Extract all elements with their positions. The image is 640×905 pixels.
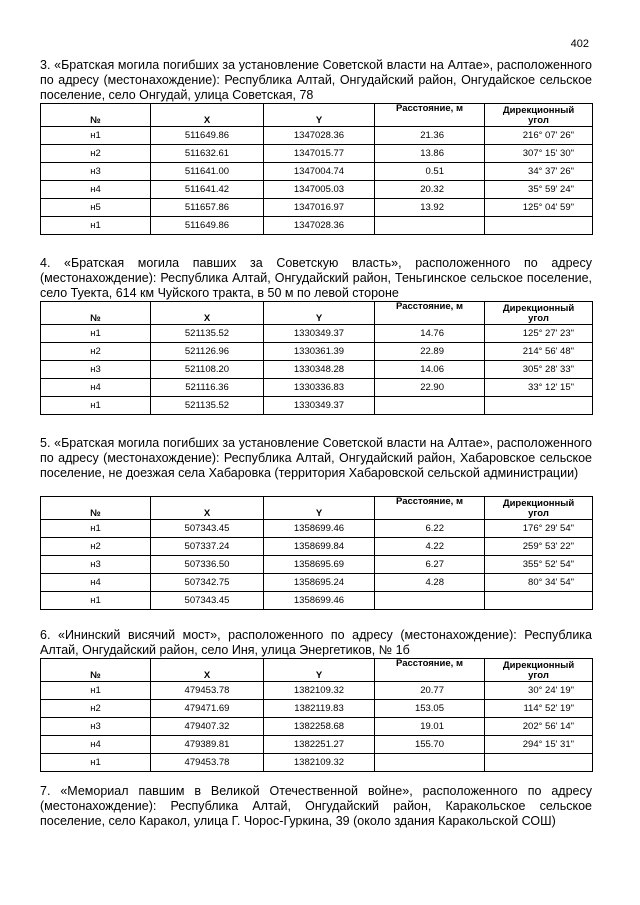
cell-distance <box>375 592 485 610</box>
cell-x: 521126.96 <box>151 343 264 361</box>
table-row <box>41 397 593 415</box>
cell-distance: 22.89 <box>375 343 485 361</box>
cell-y: 1382258.68 <box>264 718 375 736</box>
cell-x: 511657.86 <box>151 199 264 217</box>
header-num: № <box>41 497 151 520</box>
table-row <box>41 682 593 700</box>
cell-distance: 6.27 <box>375 556 485 574</box>
header-angle: Дирекционный угол <box>485 104 593 127</box>
cell-distance: 19.01 <box>375 718 485 736</box>
table-row <box>41 145 593 163</box>
table-row <box>41 556 593 574</box>
cell-y: 1347004.74 <box>264 163 375 181</box>
section-caption: 7. «Мемориал павшим в Великой Отечественной войне», расположенного по адресу (местонахождение): Республика Алтай, Онгудайский район, Каракольское сельское поселение, село Каракол, улица Г. Чорос-Гуркина, 39 (около здания Каракольской СОШ) <box>40 784 592 828</box>
cell-distance: 13.92 <box>375 199 485 217</box>
cell-distance <box>375 754 485 772</box>
header-y: Y <box>264 104 375 127</box>
table-row <box>41 592 593 610</box>
cell-distance: 4.22 <box>375 538 485 556</box>
cell-point-number: н1 <box>41 127 151 145</box>
header-x: X <box>151 302 264 325</box>
cell-x: 479389.81 <box>151 736 264 754</box>
cell-point-number: н1 <box>41 754 151 772</box>
cell-x: 507336.50 <box>151 556 264 574</box>
cell-y: 1347015.77 <box>264 145 375 163</box>
header-distance: Расстояние, м <box>375 104 485 127</box>
cell-y: 1330349.37 <box>264 325 375 343</box>
cell-point-number: н3 <box>41 556 151 574</box>
cell-distance: 20.32 <box>375 181 485 199</box>
cell-x: 521135.52 <box>151 325 264 343</box>
cell-distance: 13.86 <box>375 145 485 163</box>
cell-x: 511632.61 <box>151 145 264 163</box>
cell-x: 479407.32 <box>151 718 264 736</box>
cell-y: 1330348.28 <box>264 361 375 379</box>
cell-distance: 153.05 <box>375 700 485 718</box>
document-section <box>40 256 592 415</box>
cell-point-number: н2 <box>41 538 151 556</box>
table-row <box>41 127 593 145</box>
cell-x: 521116.36 <box>151 379 264 397</box>
header-angle: Дирекционный угол <box>485 497 593 520</box>
cell-angle <box>485 217 593 235</box>
cell-point-number: н1 <box>41 217 151 235</box>
cell-point-number: н4 <box>41 736 151 754</box>
cell-angle <box>485 397 593 415</box>
cell-x: 507337.24 <box>151 538 264 556</box>
cell-angle: 114° 52' 19" <box>485 700 593 718</box>
header-angle: Дирекционный угол <box>485 659 593 682</box>
cell-distance: 14.76 <box>375 325 485 343</box>
cell-angle: 125° 04' 59" <box>485 199 593 217</box>
cell-y: 1347028.36 <box>264 217 375 235</box>
cell-y: 1358695.69 <box>264 556 375 574</box>
cell-x: 511649.86 <box>151 127 264 145</box>
cell-distance: 14.06 <box>375 361 485 379</box>
cell-angle: 202° 56' 14" <box>485 718 593 736</box>
cell-point-number: н4 <box>41 181 151 199</box>
cell-x: 507343.45 <box>151 520 264 538</box>
table-row <box>41 343 593 361</box>
cell-point-number: н3 <box>41 163 151 181</box>
coordinates-table <box>40 301 593 415</box>
table-row <box>41 700 593 718</box>
section-caption: 6. «Ининский висячий мост», расположенного по адресу (местонахождение): Республика Алтай, Онгудайский район, село Иня, улица Энергетиков, № 1б <box>40 628 592 657</box>
cell-x: 511649.86 <box>151 217 264 235</box>
cell-angle: 176° 29' 54" <box>485 520 593 538</box>
cell-angle: 30° 24' 19" <box>485 682 593 700</box>
cell-distance: 155.70 <box>375 736 485 754</box>
cell-angle: 34° 37' 26" <box>485 163 593 181</box>
section-caption: 3. «Братская могила погибших за установление Советской власти на Алтае», расположенного по адресу (местонахождение): Республика Алтай, Онгудайский район, Онгудайское сельское поселение, село Онгудай, улица Советская, 78 <box>40 58 592 102</box>
coordinates-table <box>40 103 593 235</box>
cell-angle: 294° 15' 31" <box>485 736 593 754</box>
cell-point-number: н4 <box>41 379 151 397</box>
coordinates-table <box>40 658 593 772</box>
header-y: Y <box>264 497 375 520</box>
cell-x: 507342.75 <box>151 574 264 592</box>
cell-x: 511641.42 <box>151 181 264 199</box>
header-x: X <box>151 659 264 682</box>
coordinates-table <box>40 496 593 610</box>
table-row <box>41 181 593 199</box>
cell-y: 1358699.46 <box>264 520 375 538</box>
cell-distance <box>375 217 485 235</box>
header-distance: Расстояние, м <box>375 497 485 520</box>
header-distance: Расстояние, м <box>375 302 485 325</box>
cell-point-number: н3 <box>41 361 151 379</box>
cell-x: 511641.00 <box>151 163 264 181</box>
header-x: X <box>151 497 264 520</box>
section-caption: 5. «Братская могила погибших за установление Советской власти на Алтае», расположенного по адресу (местонахождение): Республика Алтай, Онгудайский район, Хабаровское сельское поселение, не доезжая села Хабаровка (территория Хабаровской сельской администрации) <box>40 436 592 480</box>
header-y: Y <box>264 302 375 325</box>
cell-y: 1382251.27 <box>264 736 375 754</box>
section-caption: 4. «Братская могила павших за Советскую власть», расположенного по адресу (местонахождение): Республика Алтай, Онгудайский район, Теньгинское сельское поселение, село Туекта, 614 км Чуйского тракта, в 50 м по левой стороне <box>40 256 592 300</box>
table-row <box>41 217 593 235</box>
cell-angle <box>485 754 593 772</box>
cell-distance: 21.36 <box>375 127 485 145</box>
cell-angle: 125° 27' 23" <box>485 325 593 343</box>
header-angle: Дирекционный угол <box>485 302 593 325</box>
table-header-row <box>41 104 593 127</box>
table-row <box>41 574 593 592</box>
cell-y: 1358695.24 <box>264 574 375 592</box>
cell-point-number: н2 <box>41 343 151 361</box>
table-row <box>41 718 593 736</box>
header-num: № <box>41 104 151 127</box>
table-header-row <box>41 659 593 682</box>
cell-y: 1382109.32 <box>264 682 375 700</box>
header-y: Y <box>264 659 375 682</box>
cell-distance: 6.22 <box>375 520 485 538</box>
table-row <box>41 325 593 343</box>
cell-x: 521108.20 <box>151 361 264 379</box>
cell-y: 1347028.36 <box>264 127 375 145</box>
cell-angle: 259° 53' 22" <box>485 538 593 556</box>
cell-y: 1358699.46 <box>264 592 375 610</box>
cell-point-number: н2 <box>41 145 151 163</box>
cell-point-number: н1 <box>41 397 151 415</box>
cell-angle: 216° 07' 26" <box>485 127 593 145</box>
document-section <box>40 436 592 610</box>
cell-distance <box>375 397 485 415</box>
page-number: 402 <box>570 38 589 50</box>
table-row <box>41 361 593 379</box>
cell-y: 1382109.32 <box>264 754 375 772</box>
document-section <box>40 784 592 844</box>
cell-x: 479453.78 <box>151 754 264 772</box>
table-row <box>41 199 593 217</box>
header-x: X <box>151 104 264 127</box>
cell-y: 1358699.84 <box>264 538 375 556</box>
cell-angle: 214° 56' 48" <box>485 343 593 361</box>
cell-y: 1347016.97 <box>264 199 375 217</box>
header-distance: Расстояние, м <box>375 659 485 682</box>
cell-angle <box>485 592 593 610</box>
cell-point-number: н5 <box>41 199 151 217</box>
header-num: № <box>41 302 151 325</box>
cell-point-number: н1 <box>41 325 151 343</box>
cell-x: 479471.69 <box>151 700 264 718</box>
cell-y: 1330336.83 <box>264 379 375 397</box>
table-row <box>41 736 593 754</box>
cell-y: 1330361.39 <box>264 343 375 361</box>
cell-distance: 0.51 <box>375 163 485 181</box>
cell-distance: 4.28 <box>375 574 485 592</box>
cell-angle: 33° 12' 15" <box>485 379 593 397</box>
cell-x: 479453.78 <box>151 682 264 700</box>
cell-angle: 35° 59' 24" <box>485 181 593 199</box>
table-row <box>41 520 593 538</box>
table-row <box>41 379 593 397</box>
document-section <box>40 628 592 772</box>
cell-point-number: н1 <box>41 682 151 700</box>
cell-y: 1382119.83 <box>264 700 375 718</box>
cell-angle: 307° 15' 30" <box>485 145 593 163</box>
table-header-row <box>41 302 593 325</box>
cell-point-number: н4 <box>41 574 151 592</box>
table-row <box>41 538 593 556</box>
cell-y: 1330349.37 <box>264 397 375 415</box>
cell-point-number: н1 <box>41 592 151 610</box>
cell-angle: 80° 34' 54" <box>485 574 593 592</box>
table-row <box>41 754 593 772</box>
cell-distance: 20.77 <box>375 682 485 700</box>
cell-angle: 355° 52' 54" <box>485 556 593 574</box>
cell-distance: 22.90 <box>375 379 485 397</box>
header-num: № <box>41 659 151 682</box>
table-row <box>41 163 593 181</box>
cell-point-number: н1 <box>41 520 151 538</box>
document-section <box>40 58 592 235</box>
cell-x: 521135.52 <box>151 397 264 415</box>
cell-x: 507343.45 <box>151 592 264 610</box>
table-header-row <box>41 497 593 520</box>
cell-y: 1347005.03 <box>264 181 375 199</box>
cell-point-number: н2 <box>41 700 151 718</box>
cell-point-number: н3 <box>41 718 151 736</box>
cell-angle: 305° 28' 33" <box>485 361 593 379</box>
